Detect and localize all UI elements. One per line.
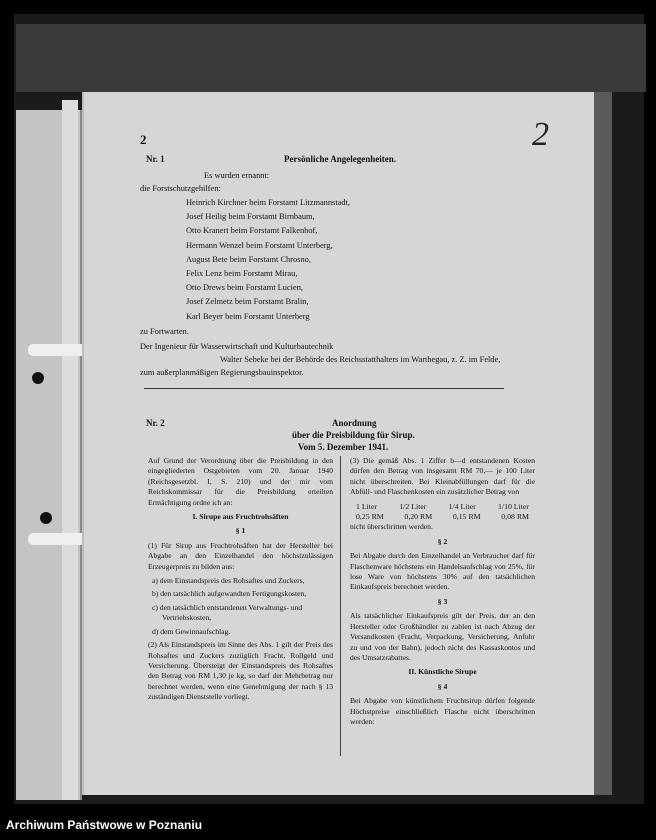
appointee: Heinrich Kirchner beim Forstamt Litzmannstadt, [186,198,350,207]
engineer-role: zum außerplanmäßigen Regierungsbauinspektor. [140,368,304,377]
paragraph-sign: § 3 [437,596,448,606]
preamble: Auf Grund der Verordnung über die Preisbildung in den eingegliederten Ostgebieten vom 20. Januar 1940 (Reichsgesetzbl. I, S. 210) und der mir vom Reichskommissar für die Preisbildung erteilten Ermächtigung ordne ich an: [148,456,333,507]
left-column [148,456,333,707]
archive-label: Archiwum Państwowe w Poznaniu [6,818,203,832]
paragraph-text: (3) Die gemäß Abs. 1 Ziffer b—d entstandenen Kosten dürfen den Betrag von insgesamt RM 70,— je 100 Liter nicht überschreiten. Bei Kleinabfüllungen darf für die Abfüll- und Flaschenkosten ein zusätzlicher Betrag von [350,456,535,497]
appointment-intro: Es wurden ernannt: [204,171,270,180]
engineer-line: Der Ingenieur für Wasserwirtschaft und Kulturbautechnik [140,342,334,351]
bottle-size-row [350,502,535,512]
bottle-price: 0,25 RM [356,512,384,522]
paragraph-text: Bei Abgabe von künstlichem Fruchtsirup dürfen folgende Höchstpreise einschließlich Flasche nicht überschritten werden: [350,696,535,726]
appointee: Hermann Wenzel beim Forstamt Unterberg, [186,240,333,250]
section-1-title: Persönliche Angelegenheiten. [284,154,396,164]
appointee: Otto Kranert beim Forstamt Falkenhof, [186,226,318,236]
paragraph-text: (1) Für Sirup aus Fruchtrohsäften hat der Hersteller bei Abgabe an den Einzelhandel den höchstzulässigen Erzeugerpreis zu bilden aus: [148,540,333,571]
section-2-subtitle: über die Preisbildung für Sirup. [292,430,415,440]
appointee: Josef Heilig beim Forstamt Birnbaum, [186,212,315,222]
engineer-name: Walter Sebeke bei der Behörde des Reichsstatthalters im Warthegau, z. Z. im Felde, [220,355,501,364]
column-divider [340,456,341,756]
right-column [350,456,535,731]
paragraph-text: Als tatsächlicher Einkaufspreis gilt der Preis, der an den Hersteller oder Großhändler zu zahlen ist nach Abzug der Versandkosten (Fracht, Verpackung, Versicherung, Anfuhr zu und von der Bahn), jedoch nicht des Kassaskontos und des Umsatzrabattes. [350,611,535,662]
section-divider [144,388,504,389]
appointee: Felix Lenz beim Forstamt Mirau, [186,269,298,279]
list-item: c) den tatsächlich entstandenen Verwaltungs- und Vertriebskosten, [152,602,303,623]
part-heading: II. Künstliche Sirupe [408,667,477,677]
part-heading: I. Sirupe aus Fruchtrohsäften [192,512,289,522]
list-item: a) dem Einstandspreis des Rohsaftes und Zuckers, [152,576,305,586]
punch-hole [32,372,44,384]
folder-cover-top [16,24,646,92]
paragraph-sign: § 2 [437,536,448,546]
appointee: August Bete beim Forstamt Chrosno, [186,254,311,264]
bottle-price: 0,15 RM [452,512,481,522]
paragraph-text: (2) Als Einstandspreis im Sinne des Abs. 1 gilt der Preis des Rohsaftes und Zuckers zuzüglich Fracht, Rollgeld und Versicherung. Übersteigt der Einstandspreis des Rohsaftes den Betrag von RM 1,30 je kg, so darf der Mehrbetrag nur berechnet werden, wenn eine Genehmigung der nach § 13 zuständigen Dienststelle vorliegt. [148,640,333,702]
bottle-size: 1/10 Liter [498,501,529,511]
section-2-date: Vom 5. Dezember 1941. [298,442,389,452]
page-number: 2 [140,132,147,147]
appointee-list [186,196,350,324]
section-2-label: Nr. 2 [146,418,165,428]
section-2-title: Anordnung [332,418,377,428]
paragraph-text: nicht überschritten werden. [350,522,433,532]
bottle-size: 1/2 Liter [399,501,427,511]
appointee: Otto Drews beim Forstamt Lucien, [186,283,303,293]
appointee: Josef Zelmetz beim Forstamt Bralin, [186,297,309,307]
list-item: d) dem Gewinnaufschlag. [152,626,231,636]
bottle-price-row [350,512,535,522]
bottle-size: 1/4 Liter [448,501,476,511]
bottle-size: 1 Liter [356,501,377,511]
appointment-rank: zu Fortwarten. [140,327,189,336]
page-stack-edge [592,92,612,795]
punch-hole [40,512,52,524]
paragraph-sign: § 1 [235,526,246,536]
list-item: b) den tatsächlich aufgewandten Fertigungskosten, [152,589,307,599]
handwritten-page-number: 2 [532,116,549,153]
appointee: Karl Beyer beim Forstamt Unterberg [186,311,310,321]
appointment-group: die Forstschutzgehilfen: [140,184,221,193]
paragraph-sign: § 4 [437,681,448,691]
bottle-price: 0,20 RM [404,512,433,522]
bottle-price: 0,08 RM [501,512,529,522]
paragraph-text: Bei Abgabe durch den Einzelhandel an Verbraucher darf für Flaschenware höchstens ein Handelsaufschlag von 25%, für lose Ware von höchstens 30% auf den tatsächlichen Einkaufspreis berechnet werden. [350,551,535,592]
section-1-label: Nr. 1 [146,154,165,164]
folder-edge [62,100,78,800]
